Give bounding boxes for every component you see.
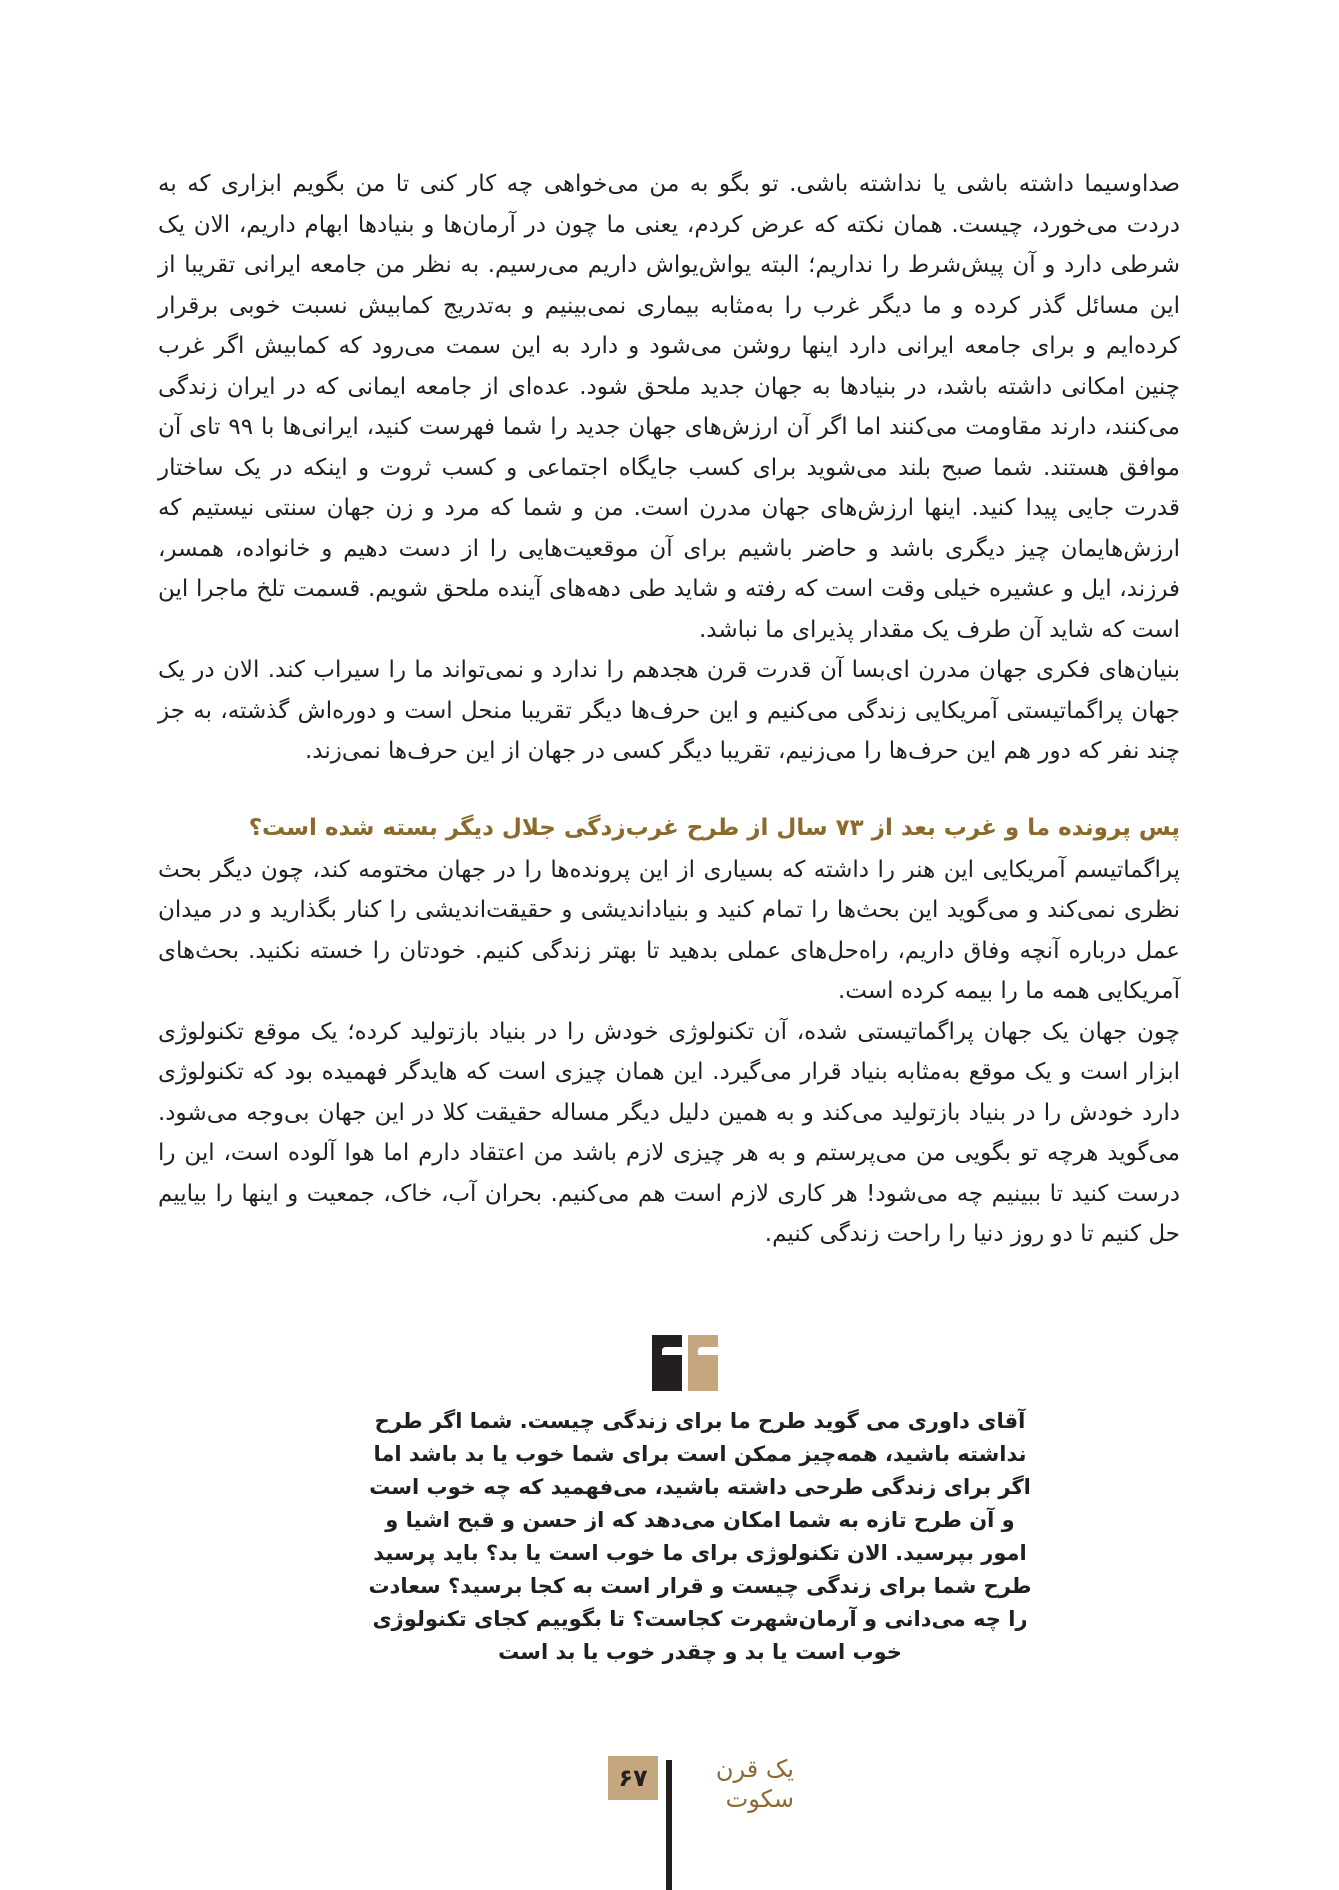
article-body bbox=[158, 164, 1180, 1255]
series-title bbox=[684, 1754, 794, 1814]
footer-divider bbox=[666, 1760, 672, 1890]
article-paragraph: بنیان‌های فکری جهان مدرن ای‌بسا آن قدرت قرن هجدهم را ندارد و نمی‌تواند ما را سیراب کند. الان در یک جهان پراگماتیستی آمریکایی زندگی می‌کنیم و این حرف‌ها دیگر تقریبا منحل است و دوره‌اش گذشته، به جز چند نفر که دور هم این حرف‌ها را می‌زنیم، تقریبا دیگر کسی در جهان از این حرف‌ها نمی‌زند. bbox=[158, 657, 1180, 764]
series-title-line: سکوت bbox=[725, 1785, 794, 1813]
series-title-line: یک قرن bbox=[715, 1755, 794, 1783]
pull-quote-text: آقای داوری می گوید طرح ما برای زندگی چیست. شما اگر طرح نداشته باشید، همه‌چیز ممکن است برای شما خوب یا بد باشد اما اگر برای زندگی طرحی داشته باشید، می‌فهمید که چه خوب است و آن طرح تازه به شما امکان می‌دهد که از حسن و قبح اشیا و امور بپرسید. الان تکنولوژی برای ما خوب است یا بد؟ باید پرسید طرح شما برای زندگی چیست و قرار است به کجا برسید؟ سعادت را چه می‌دانی و آرمان‌شهرت کجاست؟ تا بگوییم کجای تکنولوژی خوب است یا بد و چقدر خوب یا بد است bbox=[368, 1409, 1032, 1664]
article-paragraph: پراگماتیسم آمریکایی این هنر را داشته که بسیاری از این پرونده‌ها را در جهان مختومه کند، چون دیگر بحث نظری نمی‌کند و می‌گوید این بحث‌ها را تمام کنید و بنیاداندیشی و حقیقت‌اندیشی را کنار بگذارید و در میدان عمل درباره آنچه وفاق داریم، راه‌حل‌های عملی بدهید تا بهتر زندگی کنیم. خودتان را خسته نکنید. بحث‌های آمریکایی همه ما را بیمه کرده است. bbox=[158, 856, 1180, 1004]
interview-question-heading: پس پرونده ما و غرب بعد از ۷۳ سال از طرح غرب‌زدگی جلال دیگر بسته شده است؟ bbox=[248, 814, 1180, 841]
article-paragraph: چون جهان یک جهان پراگماتیستی شده، آن تکنولوژی خودش را در بنیاد بازتولید کرده؛ یک موقع تکنولوژی ابزار است و یک موقع به‌مثابه بنیاد قرار می‌گیرد. این همان چیزی است که هایدگر فهمیده بود که تکنولوژی دارد خودش را در بنیاد بازتولید می‌کند و به همین دلیل دیگر مساله حقیقت کلا در این جهان بی‌وجه می‌شود. می‌گوید هرچه تو بگویی من می‌پرستم و به هر چیزی لازم باشد من اعتقاد دارم اما هوا آلوده است، این را درست کنید تا ببینیم چه می‌شود! هر کاری لازم است هم می‌کنیم. بحران آب، خاک، جمعیت و اینها را بیاییم حل کنیم تا دو روز دنیا را راحت زندگی کنیم. bbox=[158, 1018, 1180, 1247]
quote-mark-icon bbox=[650, 1333, 720, 1393]
article-paragraph: صداوسیما داشته باشی یا نداشته باشی. تو بگو به من می‌خواهی چه کار کنی تا من بگویم ابزاری که به دردت می‌خورد، چیست. همان نکته که عرض کردم، یعنی ما چون در آرمان‌ها و بنیادها ابهام داریم، الان یک شرطی دارد و آن پیش‌شرط را نداریم؛ البته یواش‌یواش داریم می‌رسیم. به نظر من جامعه ایرانی تقریبا از این مسائل گذر کرده و ما دیگر غرب را به‌مثابه بیماری نمی‌بینیم و به‌تدریج کمابیش نسبت خوبی برقرار کرده‌ایم و برای جامعه ایرانی دارد اینها روشن می‌شود و دارد به این سمت می‌رود که کمابیش اگر غرب چنین امکانی داشته باشد، در بنیادها به جهان جدید ملحق شود. عده‌ای از جامعه ایمانی که در ایران زندگی می‌کنند، دارند مقاومت می‌کنند اما اگر آن ارزش‌های جهان جدید را شما فهرست کنید، ایرانی‌ها با ۹۹ تای آن موافق هستند. شما صبح بلند می‌شوید برای کسب جایگاه اجتماعی و کسب ثروت و اینکه در یک ساختار قدرت جایی پیدا کنید. اینها ارزش‌های جهان مدرن است. من و شما که مرد و زن جهان سنتی نیستیم که ارزش‌هایمان چیز دیگری باشد و حاضر باشیم برای آن موقعیت‌هایی را از دست دهیم و خانواده، همسر، فرزند، ایل و عشیره خیلی وقت است که رفته و شاید طی دهه‌های آینده ملحق شویم. قسمت تلخ ماجرا این است که شاید آن طرف یک مقدار پذیرای ما نباشد. bbox=[158, 171, 1180, 643]
page-number: ۶۷ bbox=[608, 1756, 658, 1800]
